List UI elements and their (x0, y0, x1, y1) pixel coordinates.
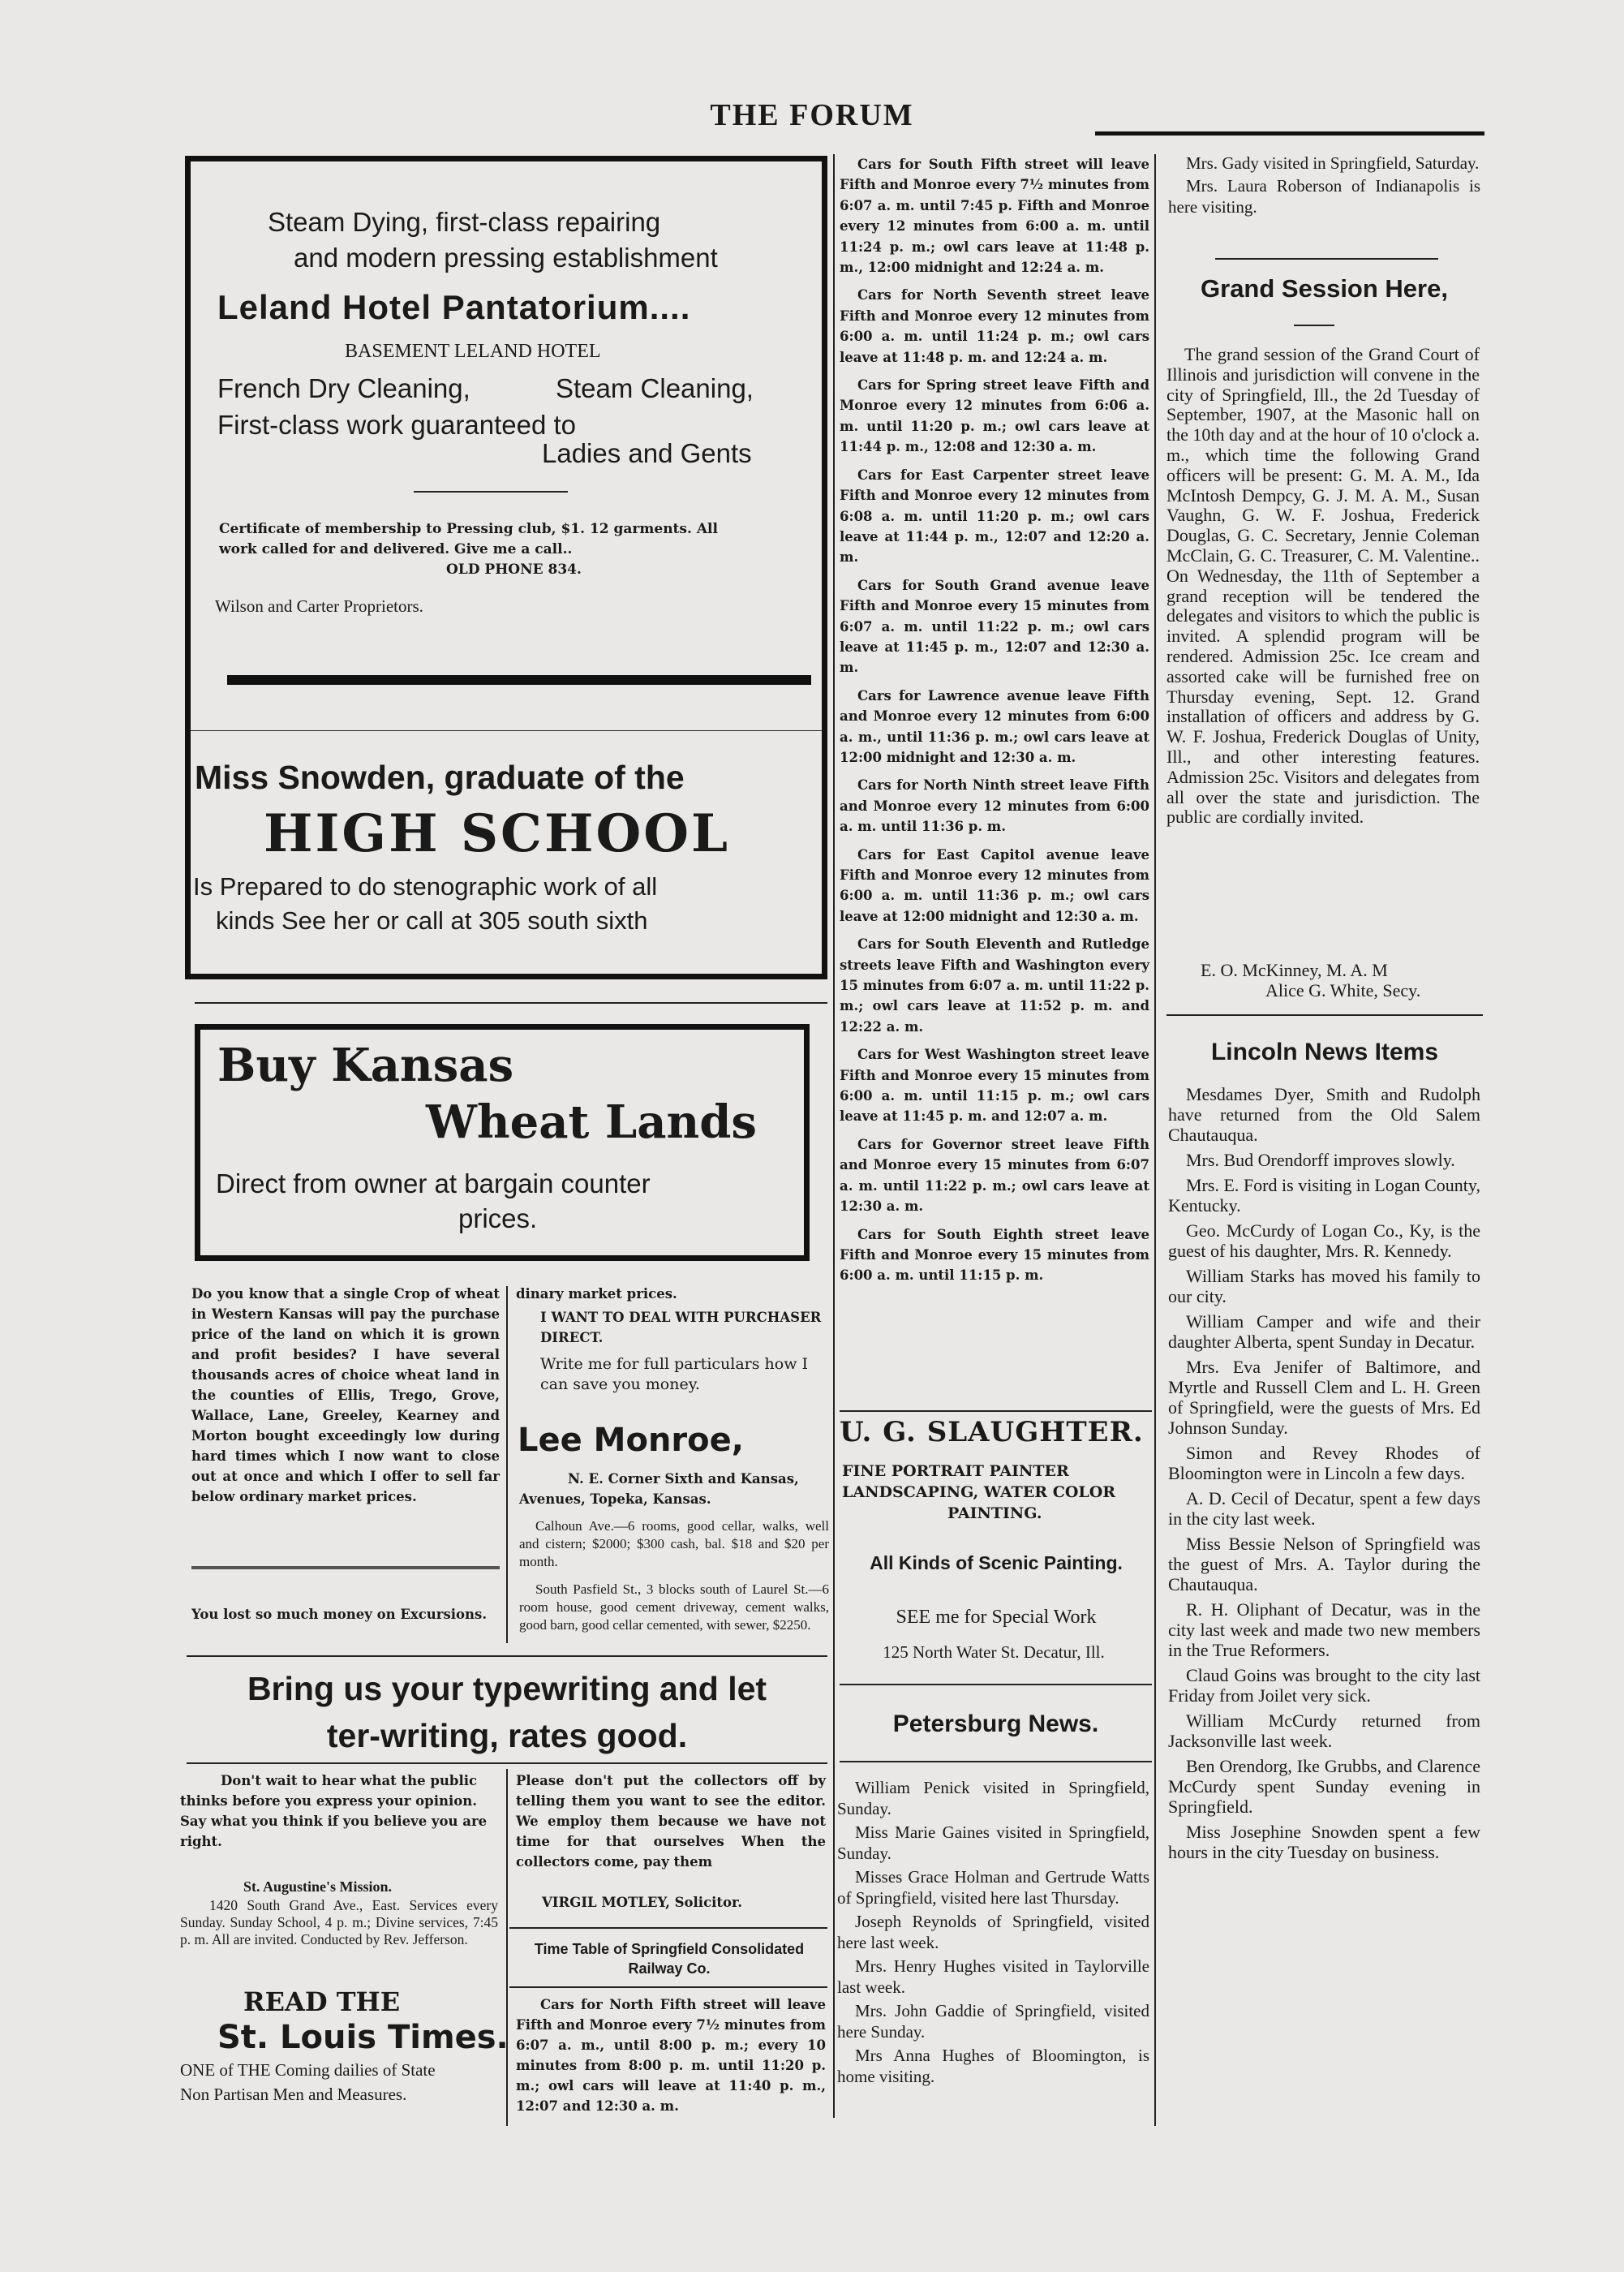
column-rule (506, 1769, 508, 2126)
news-item: A. D. Cecil of Decatur, spent a few days in the city last week. (1168, 1488, 1480, 1529)
proprietors: Wilson and Carter Proprietors. (215, 596, 423, 616)
read-the: READ THE (243, 1986, 401, 2017)
news-item: Mrs. John Gaddie of Springfield, visited here Sunday. (837, 2001, 1149, 2042)
divider (840, 1410, 1152, 1412)
high-school-title: HIGH SCHOOL (264, 803, 730, 864)
ad-line: Steam Dying, first-class repairing (268, 207, 661, 237)
timetable-entry: Cars for West Washington street leave Fifth and Monroe every 15 minutes from 6:00 a. m. until 11:15 p. m.; owl cars leave at 11:45 p. m. and 12:07 a. m. (840, 1047, 1149, 1125)
slaughter-line: LANDSCAPING, WATER COLOR (842, 1483, 1116, 1501)
news-item: Claud Goins was brought to the city last Friday from Joilet very sick. (1168, 1665, 1480, 1706)
divider (195, 1002, 827, 1004)
pantatorium-name: Leland Hotel Pantatorium.... (217, 288, 691, 326)
news-item: Miss Marie Gaines visited in Springfield, Sunday. (837, 1822, 1149, 1863)
collectors-sign: VIRGIL MOTLEY, Solicitor. (542, 1895, 742, 1910)
column-rule (1154, 154, 1156, 2126)
kansas-line4: prices. (458, 1203, 538, 1233)
timetable-entry: Cars for South Eleventh and Rutledge streets leave Fifth and Washington every 15 minutes from 6:07 a. m. until 11:22 p. m.; owl cars leave at 11:52 p. m. and 12:22 a. m. (840, 936, 1149, 1035)
kansas-line3: Direct from owner at bargain counter (216, 1168, 651, 1198)
timetable-entry: Cars for South Fifth street will leave Fifth and Monroe every 7½ minutes from 6:07 a. m. until 7:45 p. Fifth and Monroe every 12 minutes from 6:00 a. m. until 11:24 p. m.; owl cars leave at 11:48 p. m., 12:00 midnight and 12:24 a. m. (840, 157, 1149, 276)
services-a: French Dry Cleaning, (217, 373, 470, 403)
services-line: First-class work guaranteed to (217, 410, 577, 440)
divider (191, 1566, 500, 1569)
monroe-address: N. E. Corner Sixth and Kansas, Avenues, Topeka, Kansas. (519, 1471, 799, 1507)
cert-line: work called for and delivered. Give me a call.. (219, 541, 573, 557)
news-item: William Penick visited in Springfield, Sunday. (837, 1778, 1149, 1818)
services-line: Ladies and Gents (542, 438, 752, 468)
services-b: Steam Cleaning, (556, 373, 754, 403)
divider (1294, 325, 1334, 326)
news-item: Ben Orendorg, Ike Grubbs, and Clarence McCurdy spent Sunday evening in Springfield. (1168, 1756, 1480, 1817)
divider (840, 1761, 1152, 1762)
pantatorium-ad (268, 204, 718, 276)
deal-notice: I WANT TO DEAL WITH PURCHASER DIRECT. (540, 1310, 822, 1345)
news-item: Mrs. Laura Roberson of Indianapolis is here visiting. (1168, 176, 1480, 217)
typewriting-line: Bring us your typewriting and let (247, 1670, 767, 1707)
timetable-entry: Cars for Lawrence avenue leave Fifth and Monroe every 12 minutes from 6:00 a. m., until 11:36 p. m.; owl cars leave at 12:00 midnight and 12:30 a. m. (840, 687, 1149, 765)
news-item: Simon and Revey Rhodes of Bloomington were in Lincoln a few days. (1168, 1443, 1480, 1483)
divider (509, 1927, 827, 1929)
phone: OLD PHONE 834. (446, 562, 582, 578)
collectors-text: Please don't put the collectors off by telling them you want to see the editor. We employ them because we have not time for that ourselves When the collectors come, pay them (516, 1773, 826, 1870)
st-louis-times: St. Louis Times. (217, 2019, 509, 2056)
kansas-left-text: Do you know that a single Crop of wheat in Western Kansas will pay the purchase price of the land on which it is grown and profit besides? I have several thousands acres of choice wheat land in the counties of Ellis, Trego, Grove, Wallace, Lane, Greeley, Kearney and Morton bought exceedingly low during hard times which I now want to close out at once and which I offer to sell far below ordinary market prices. (191, 1286, 500, 1504)
news-item: Mrs Anna Hughes of Bloomington, is home visiting. (837, 2046, 1149, 2086)
news-item: Mrs. Bud Orendorff improves slowly. (1186, 1150, 1455, 1170)
divider (840, 1684, 1152, 1685)
grand-session-text: The grand session of the Grand Court of Illinois and jurisdiction will convene in the city of Springfield, Ill., the 2d Tuesday of September, 1907, at the Masonic hall on the 10th day and at the hour of 10 o'clock a. m., which time the following Grand officers will be present: G. M. A. M., Ida McIntosh Dempcy, G. J. M. A. M., Susan Vaughn, G. W. F. Joshua, Frederick Douglas, G. C. Secretary, Jennie Coleman McClain, G. C. Treasurer, C. M. Valentine.. On Wednesday, the 11th of September a grand reception will be tendered the delegates and visitors to which the public is invited. A splendid program will be rendered. Admission 25c. Ice cream and assorted cake will be furnished free on Thursday evening, Sept. 12. Grand installation of officers and address by G. W. F. Joshua, Frederick Douglas of Unity, Ill., and other interesting features. Admission 25c. Visitors and delegates from all over the state and jurisdiction. The public are cordially invited. (1166, 344, 1480, 828)
slaughter-name: U. G. SLAUGHTER. (840, 1416, 1144, 1448)
news-item: Misses Grace Holman and Gertrude Watts of Springfield, visited here last Thursday. (837, 1867, 1149, 1908)
pantatorium-sub: BASEMENT LELAND HOTEL (345, 341, 601, 362)
timetable-entry: Cars for East Capitol avenue leave Fifth and Monroe every 12 minutes from 6:00 a. m. until 11:36 p. m.; owl cars leave at 12:00 midnight and 12:30 a. m. (840, 846, 1149, 924)
column-rule (506, 1286, 508, 1643)
timetable-first: Cars for North Fifth street will leave Fifth and Monroe every 7½ minutes from 6:07 a. m., until 8:00 p. m.; every 10 minutes from 8:00 p. m. until 11:20 p. m.; owl cars will leave at 11:40 p. m., 12:07 and 12:30 a. m. (516, 1997, 826, 2114)
kansas-line2: Wheat Lands (426, 1095, 757, 1149)
divider (187, 1762, 827, 1764)
divider (509, 1986, 827, 1988)
column-rule (833, 154, 835, 2118)
augustine-title: St. Augustine's Mission. (243, 1878, 393, 1895)
slaughter-line: FINE PORTRAIT PAINTER (842, 1462, 1069, 1480)
calhoun-listing: Calhoun Ave.—6 rooms, good cellar, walks, well and cistern; $2000; $300 cash, bal. $18 and $20 per month. (519, 1518, 829, 1569)
news-item: R. H. Oliphant of Decatur, was in the city last week and made two new members in the True Reformers. (1168, 1599, 1480, 1660)
pasfield-listing: South Pasfield St., 3 blocks south of Laurel St.—6 room house, good cement driveway, cement walks, good barn, good cellar cemented, with sewer, $2250. (519, 1581, 829, 1633)
augustine-text: 1420 South Grand Ave., East. Services every Sunday. Sunday School, 4 p. m.; Divine services, 7:45 p. m. All are invited. Conducted by Rev. Jefferson. (180, 1897, 498, 1947)
timetable-entry: Cars for South Grand avenue leave Fifth and Monroe every 15 minutes from 6:07 a. m. until 11:22 p. m.; owl cars leave at 11:45 p. m., 12:07 and 12:30 a. m. (840, 577, 1149, 676)
petersburg-items (837, 1777, 1149, 2089)
slaughter-line: PAINTING. (947, 1504, 1042, 1522)
divider (187, 1655, 827, 1657)
stlouis-line: ONE of THE Coming dailies of State (180, 2060, 436, 2080)
news-item: Miss Bessie Nelson of Springfield was the guest of Mrs. A. Taylor during the Chautauqua. (1168, 1534, 1480, 1594)
grand-session-sign2: Alice G. White, Secy. (1265, 980, 1421, 1000)
news-item: Joseph Reynolds of Springfield, visited here last week. (837, 1912, 1149, 1952)
stlouis-line: Non Partisan Men and Measures. (180, 2085, 407, 2104)
timetable-entry: Cars for East Carpenter street leave Fifth and Monroe every 12 minutes from 6:08 a. m. until 11:20 p. m.; owl cars leave at 11:44 p. m., 12:07 and 12:20 a. m. (840, 467, 1149, 566)
slaughter-address: 125 North Water St. Decatur, Ill. (883, 1642, 1105, 1662)
ad-line: and modern pressing establishment (294, 243, 718, 273)
news-item: Mrs. Gady visited in Springfield, Saturday. (1186, 153, 1480, 173)
divider (414, 491, 568, 493)
kansas-line1: Buy Kansas (217, 1039, 514, 1092)
timetable-entry: Cars for North Seventh street leave Fifth and Monroe every 12 minutes from 6:00 a. m. until 11:24 p. m.; owl cars leave at 11:48 p. m. and 12:24 a. m. (840, 287, 1149, 365)
timetable-title: Time Table of Springfield Consolidated Railway Co. (534, 1941, 805, 1977)
snowden-text (193, 870, 657, 938)
lincoln-items (1168, 1084, 1480, 1867)
thick-bar (227, 675, 811, 685)
scenic-painting: All Kinds of Scenic Painting. (870, 1552, 1123, 1573)
cert-text (219, 519, 803, 580)
news-item: Geo. McCurdy of Logan Co., Ky, is the guest of his daughter, Mrs. R. Kennedy. (1168, 1220, 1480, 1261)
timetable-entry: Cars for Governor street leave Fifth and Monroe every 15 minutes from 6:07 a. m. until 11:22 p. m.; owl cars leave at 12:30 a. m. (840, 1136, 1149, 1215)
divider (191, 730, 823, 731)
news-item: Mrs. Henry Hughes visited in Taylorville last week. (837, 1956, 1149, 1997)
masthead-rule (1095, 131, 1484, 136)
slaughter-services (842, 1461, 1150, 1524)
snowden-line1: Miss Snowden, graduate of the (195, 759, 685, 796)
news-item: Mrs. Eva Jenifer of Baltimore, and Myrtle and Russell Clem and L. H. Green of Springfield, were the guests of Mrs. Ed Johnson Sunday. (1168, 1357, 1480, 1438)
public-note: Don't wait to hear what the public thinks before you express your opinion. Say what you think if you believe you are right. (180, 1773, 488, 1849)
typewriting-ad (178, 1665, 836, 1759)
timetable-entries (840, 154, 1149, 1293)
lincoln-title: Lincoln News Items (1210, 1039, 1439, 1065)
news-item: William Starks has moved his family to our city. (1168, 1266, 1480, 1306)
timetable-entry: Cars for South Eighth street leave Fifth and Monroe every 15 minutes from 6:00 a. m. until 11:15 p. m. (840, 1226, 1149, 1284)
snowden-line: Is Prepared to do stenographic work of all (193, 872, 658, 901)
lee-monroe: Lee Monroe, (518, 1422, 744, 1459)
petersburg-title: Petersburg News. (892, 1710, 1099, 1737)
snowden-line: kinds See her or call at 305 south sixth (216, 906, 648, 935)
kansas-right-intro: dinary market prices. (516, 1286, 677, 1302)
divider (1166, 1014, 1483, 1016)
stlouis-text (180, 2058, 505, 2106)
divider (1215, 258, 1438, 260)
news-item: Miss Josephine Snowden spent a few hours in the city Tuesday on business. (1168, 1822, 1480, 1862)
kansas-left-tail: You lost so much money on Excursions. (191, 1607, 488, 1622)
news-item: Mesdames Dyer, Smith and Rudolph have returned from the Old Salem Chautauqua. (1168, 1084, 1480, 1145)
right-top-items (1168, 153, 1480, 219)
news-item: Mrs. E. Ford is visiting in Logan County, Kentucky. (1168, 1175, 1480, 1216)
news-item: William McCurdy returned from Jacksonville last week. (1168, 1710, 1480, 1751)
write-me: Write me for full particulars how I can save you money. (540, 1355, 809, 1393)
kansas-right (516, 1284, 828, 1395)
news-item: William Camper and wife and their daughter Alberta, spent Sunday in Decatur. (1168, 1311, 1480, 1352)
timetable-entry: Cars for Spring street leave Fifth and Monroe every 12 minutes from 6:06 a. m. until 11:20 p. m.; owl cars leave at 11:44 p. m., 12:08 and 12:30 a. m. (840, 377, 1149, 455)
typewriting-line: ter-writing, rates good. (326, 1717, 688, 1754)
grand-session-title: Grand Session Here, (1201, 274, 1448, 303)
masthead-title: THE FORUM (710, 98, 914, 132)
timetable-entry: Cars for North Ninth street leave Fifth and Monroe every 12 minutes from 6:00 a. m. until 11:36 p. m. (840, 777, 1149, 835)
special-work: SEE me for Special Work (896, 1607, 1097, 1628)
grand-session-sign1: E. O. McKinney, M. A. M (1201, 960, 1388, 980)
cert-line: Certificate of membership to Pressing club, $1. 12 garments. All (219, 521, 718, 537)
